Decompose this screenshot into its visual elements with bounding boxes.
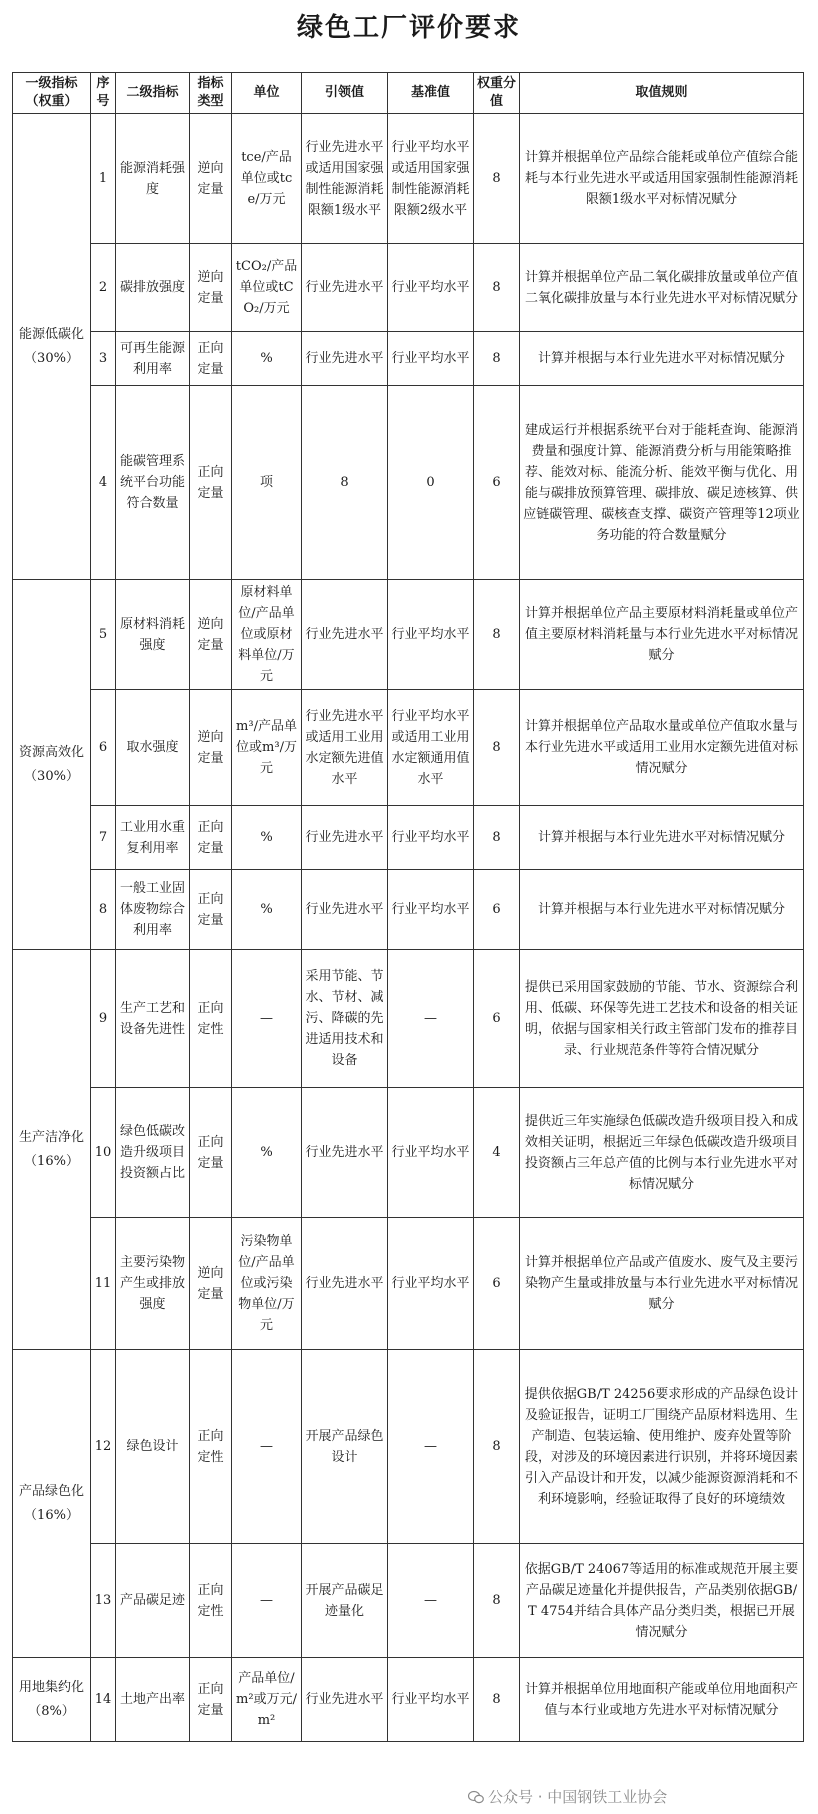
table-row xyxy=(13,386,804,580)
row-no: 7 xyxy=(91,806,116,870)
row-weight: 6 xyxy=(474,1218,520,1350)
row-name: 能源消耗强度 xyxy=(116,114,190,244)
row-no: 2 xyxy=(91,244,116,332)
row-base: 行业平均水平 xyxy=(388,1658,474,1742)
row-lead: 行业先进水平 xyxy=(302,870,388,950)
row-no: 11 xyxy=(91,1218,116,1350)
row-weight: 4 xyxy=(474,1088,520,1218)
category-cell: 用地集约化（8%） xyxy=(13,1658,91,1742)
row-base: — xyxy=(388,1350,474,1544)
row-weight: 8 xyxy=(474,332,520,386)
table-row xyxy=(13,1088,804,1218)
row-type: 正向定性 xyxy=(190,1350,232,1544)
row-type: 正向定性 xyxy=(190,1544,232,1658)
row-unit: m³/产品单位或m³/万元 xyxy=(232,690,302,806)
header-level1: 一级指标（权重） xyxy=(13,73,91,114)
row-unit: 项 xyxy=(232,386,302,580)
row-no: 3 xyxy=(91,332,116,386)
header-weight: 权重分值 xyxy=(474,73,520,114)
row-no: 9 xyxy=(91,950,116,1088)
row-no: 4 xyxy=(91,386,116,580)
row-weight: 8 xyxy=(474,806,520,870)
row-name: 一般工业固体废物综合利用率 xyxy=(116,870,190,950)
row-name: 取水强度 xyxy=(116,690,190,806)
row-no: 12 xyxy=(91,1350,116,1544)
row-lead: 行业先进水平 xyxy=(302,1088,388,1218)
row-lead: 采用节能、节水、节材、减污、降碳的先进适用技术和设备 xyxy=(302,950,388,1088)
row-rule: 提供近三年实施绿色低碳改造升级项目投入和成效相关证明，根据近三年绿色低碳改造升级项目投资额占三年总产值的比例与本行业先进水平对标情况赋分 xyxy=(520,1088,804,1218)
row-unit: % xyxy=(232,806,302,870)
row-lead: 行业先进水平 xyxy=(302,1658,388,1742)
row-rule: 计算并根据与本行业先进水平对标情况赋分 xyxy=(520,870,804,950)
row-rule: 计算并根据与本行业先进水平对标情况赋分 xyxy=(520,332,804,386)
row-name: 绿色设计 xyxy=(116,1350,190,1544)
row-no: 14 xyxy=(91,1658,116,1742)
table-row xyxy=(13,244,804,332)
row-type: 正向定量 xyxy=(190,806,232,870)
header-level2: 二级指标 xyxy=(116,73,190,114)
category-cell: 产品绿色化（16%） xyxy=(13,1350,91,1658)
row-unit: 产品单位/m²或万元/m² xyxy=(232,1658,302,1742)
row-type: 正向定量 xyxy=(190,1088,232,1218)
row-base: 行业平均水平 xyxy=(388,1218,474,1350)
row-weight: 6 xyxy=(474,870,520,950)
row-unit: % xyxy=(232,1088,302,1218)
row-no: 6 xyxy=(91,690,116,806)
row-no: 10 xyxy=(91,1088,116,1218)
row-lead: 开展产品碳足迹量化 xyxy=(302,1544,388,1658)
table-row xyxy=(13,1658,804,1742)
row-base: 行业平均水平 xyxy=(388,332,474,386)
row-rule: 计算并根据与本行业先进水平对标情况赋分 xyxy=(520,806,804,870)
row-weight: 8 xyxy=(474,244,520,332)
row-name: 碳排放强度 xyxy=(116,244,190,332)
row-unit: % xyxy=(232,870,302,950)
row-unit: — xyxy=(232,1544,302,1658)
row-type: 逆向定量 xyxy=(190,244,232,332)
row-rule: 计算并根据单位产品或产值废水、废气及主要污染物产生量或排放量与本行业先进水平对标情况赋分 xyxy=(520,1218,804,1350)
row-type: 正向定量 xyxy=(190,332,232,386)
row-type: 正向定性 xyxy=(190,950,232,1088)
row-weight: 8 xyxy=(474,580,520,690)
row-lead: 行业先进水平 xyxy=(302,806,388,870)
row-name: 产品碳足迹 xyxy=(116,1544,190,1658)
row-lead: 行业先进水平 xyxy=(302,332,388,386)
row-unit: — xyxy=(232,1350,302,1544)
header-base: 基准值 xyxy=(388,73,474,114)
row-rule: 提供已采用国家鼓励的节能、节水、资源综合利用、低碳、环保等先进工艺技术和设备的相关证明，依据与国家相关行政主管部门发布的推荐目录、行业规范条件等符合情况赋分 xyxy=(520,950,804,1088)
evaluation-table xyxy=(12,72,804,1742)
header-rule: 取值规则 xyxy=(520,73,804,114)
row-unit: — xyxy=(232,950,302,1088)
row-base: 行业平均水平 xyxy=(388,870,474,950)
row-type: 逆向定量 xyxy=(190,580,232,690)
watermark-text: 公众号 · 中国钢铁工业协会 xyxy=(488,1788,668,1806)
row-type: 逆向定量 xyxy=(190,1218,232,1350)
row-unit: tCO₂/产品单位或tCO₂/万元 xyxy=(232,244,302,332)
row-name: 工业用水重复利用率 xyxy=(116,806,190,870)
row-base: 行业平均水平 xyxy=(388,580,474,690)
row-base: 行业平均水平或适用国家强制性能源消耗限额2级水平 xyxy=(388,114,474,244)
header-row xyxy=(13,73,804,114)
row-base: 行业平均水平 xyxy=(388,244,474,332)
row-lead: 开展产品绿色设计 xyxy=(302,1350,388,1544)
row-base: 行业平均水平或适用工业用水定额通用值水平 xyxy=(388,690,474,806)
row-no: 13 xyxy=(91,1544,116,1658)
table-row xyxy=(13,950,804,1088)
row-base: 行业平均水平 xyxy=(388,1088,474,1218)
table-row xyxy=(13,332,804,386)
row-unit: tce/产品单位或tce/万元 xyxy=(232,114,302,244)
row-base: 0 xyxy=(388,386,474,580)
row-type: 正向定量 xyxy=(190,870,232,950)
row-lead: 8 xyxy=(302,386,388,580)
header-lead: 引领值 xyxy=(302,73,388,114)
table-row xyxy=(13,690,804,806)
row-name: 主要污染物产生或排放强度 xyxy=(116,1218,190,1350)
row-base: 行业平均水平 xyxy=(388,806,474,870)
row-rule: 计算并根据单位产品取水量或单位产值取水量与本行业先进水平或适用工业用水定额先进值对标情况赋分 xyxy=(520,690,804,806)
wechat-icon xyxy=(468,1790,484,1804)
row-rule: 提供依据GB/T 24256要求形成的产品绿色设计及验证报告，证明工厂围绕产品原材料选用、生产制造、包装运输、使用维护、废弃处置等阶段，对涉及的环境因素进行识别，并将环境因素引入产品设计和开发，以减少能源资源消耗和不利环境影响，经验证取得了良好的环境绩效 xyxy=(520,1350,804,1544)
row-weight: 8 xyxy=(474,1350,520,1544)
table-row xyxy=(13,806,804,870)
table-row xyxy=(13,114,804,244)
row-type: 正向定量 xyxy=(190,386,232,580)
row-lead: 行业先进水平或适用工业用水定额先进值水平 xyxy=(302,690,388,806)
row-rule: 计算并根据单位产品二氧化碳排放量或单位产值二氧化碳排放量与本行业先进水平对标情况赋分 xyxy=(520,244,804,332)
row-name: 绿色低碳改造升级项目投资额占比 xyxy=(116,1088,190,1218)
table-row xyxy=(13,870,804,950)
table-row xyxy=(13,580,804,690)
row-weight: 8 xyxy=(474,690,520,806)
row-name: 原材料消耗强度 xyxy=(116,580,190,690)
row-no: 1 xyxy=(91,114,116,244)
row-weight: 6 xyxy=(474,386,520,580)
row-weight: 8 xyxy=(474,114,520,244)
table-row xyxy=(13,1350,804,1544)
row-rule: 计算并根据单位产品主要原材料消耗量或单位产值主要原材料消耗量与本行业先进水平对标情况赋分 xyxy=(520,580,804,690)
row-unit: 污染物单位/产品单位或污染物单位/万元 xyxy=(232,1218,302,1350)
row-name: 可再生能源利用率 xyxy=(116,332,190,386)
table-row xyxy=(13,1544,804,1658)
row-lead: 行业先进水平 xyxy=(302,580,388,690)
row-unit: 原材料单位/产品单位或原材料单位/万元 xyxy=(232,580,302,690)
row-lead: 行业先进水平或适用国家强制性能源消耗限额1级水平 xyxy=(302,114,388,244)
row-lead: 行业先进水平 xyxy=(302,1218,388,1350)
row-name: 能碳管理系统平台功能符合数量 xyxy=(116,386,190,580)
row-weight: 8 xyxy=(474,1658,520,1742)
row-rule: 计算并根据单位用地面积产能或单位用地面积产值与本行业或地方先进水平对标情况赋分 xyxy=(520,1658,804,1742)
row-weight: 6 xyxy=(474,950,520,1088)
row-base: — xyxy=(388,1544,474,1658)
row-base: — xyxy=(388,950,474,1088)
row-rule: 依据GB/T 24067等适用的标准或规范开展主要产品碳足迹量化并提供报告，产品类别依据GB/T 4754并结合具体产品分类归类，根据已开展情况赋分 xyxy=(520,1544,804,1658)
row-weight: 8 xyxy=(474,1544,520,1658)
watermark xyxy=(468,1786,667,1807)
row-name: 生产工艺和设备先进性 xyxy=(116,950,190,1088)
category-cell: 资源高效化（30%） xyxy=(13,580,91,950)
row-rule: 计算并根据单位产品综合能耗或单位产值综合能耗与本行业先进水平或适用国家强制性能源消耗限额1级水平对标情况赋分 xyxy=(520,114,804,244)
row-type: 逆向定量 xyxy=(190,690,232,806)
row-no: 5 xyxy=(91,580,116,690)
header-type: 指标类型 xyxy=(190,73,232,114)
page-title: 绿色工厂评价要求 xyxy=(296,13,521,43)
header-unit: 单位 xyxy=(232,73,302,114)
row-lead: 行业先进水平 xyxy=(302,244,388,332)
row-rule: 建成运行并根据系统平台对于能耗查询、能源消费量和强度计算、能源消费分析与用能策略推荐、能效对标、能流分析、能效平衡与优化、用能与碳排放预算管理、碳排放、碳足迹核算、供应链碳管理、碳核查支撑、碳资产管理等12项业务功能的符合数量赋分 xyxy=(520,386,804,580)
category-cell: 生产洁净化（16%） xyxy=(13,950,91,1350)
table-row xyxy=(13,1218,804,1350)
row-type: 正向定量 xyxy=(190,1658,232,1742)
row-type: 逆向定量 xyxy=(190,114,232,244)
category-cell: 能源低碳化（30%） xyxy=(13,114,91,580)
row-no: 8 xyxy=(91,870,116,950)
header-no: 序号 xyxy=(91,73,116,114)
row-unit: % xyxy=(232,332,302,386)
row-name: 土地产出率 xyxy=(116,1658,190,1742)
